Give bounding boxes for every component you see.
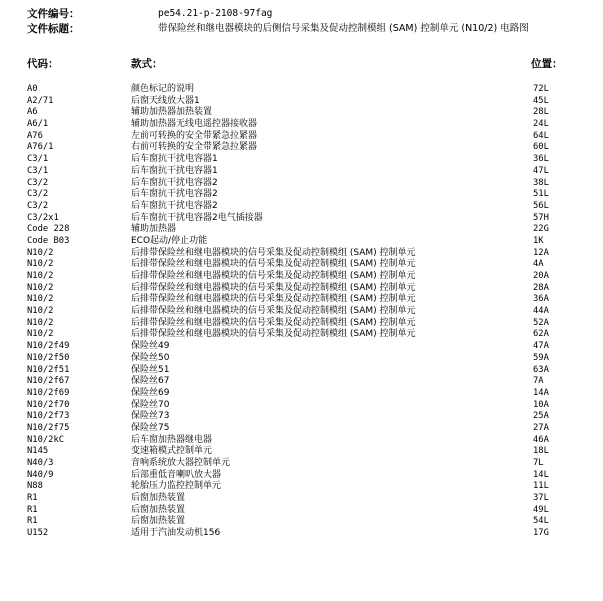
component-position: 27A: [533, 422, 549, 433]
table-row: [0, 178, 603, 190]
table-row: [0, 329, 603, 341]
component-code: N10/2: [27, 247, 54, 258]
table-row: [0, 435, 603, 447]
component-description: 保险丝50: [131, 352, 170, 363]
table-row: [0, 119, 603, 131]
component-code: A76: [27, 130, 43, 141]
component-description: 保险丝67: [131, 376, 170, 387]
table-row: [0, 376, 603, 388]
component-description: 适用于汽油发动机156: [131, 528, 221, 539]
table-row: [0, 516, 603, 528]
component-position: 12A: [533, 247, 549, 258]
component-position: 38L: [533, 177, 549, 188]
component-position: 49L: [533, 504, 549, 515]
component-description: 后排带保险丝和继电器模块的信号采集及促动控制模组 (SAM) 控制单元: [131, 306, 416, 317]
component-position: 25A: [533, 411, 549, 422]
component-position: 59A: [533, 352, 549, 363]
component-description: 辅助加热器无线电遥控器接收器: [131, 119, 258, 130]
component-description: 后车窗抗干扰电容器2: [131, 200, 218, 211]
component-position: 7A: [533, 376, 544, 387]
component-code: N10/2f73: [27, 411, 70, 422]
component-description: ECO起动/停止功能: [131, 235, 208, 246]
component-description: 后窗加热装置: [131, 493, 186, 504]
component-code: N10/2f69: [27, 387, 70, 398]
component-code: C3/1: [27, 165, 49, 176]
component-position: 44A: [533, 306, 549, 317]
component-code: N10/2: [27, 329, 54, 340]
component-position: 37L: [533, 493, 549, 504]
component-code: N10/2f67: [27, 376, 70, 387]
component-position: 22G: [533, 224, 549, 235]
component-description: 后车窗抗干扰电容器2电气插接器: [131, 212, 263, 223]
table-row: [0, 388, 603, 400]
component-position: 36L: [533, 154, 549, 165]
component-code: U152: [27, 528, 49, 539]
component-position: 24L: [533, 119, 549, 130]
component-description: 保险丝73: [131, 411, 170, 422]
component-code: C3/2: [27, 200, 49, 211]
component-code: N10/2: [27, 294, 54, 305]
component-position: 10A: [533, 399, 549, 410]
component-position: 57H: [533, 212, 549, 223]
component-code: A2/71: [27, 95, 54, 106]
component-code: N88: [27, 481, 43, 492]
component-description: 后窗加热装置: [131, 504, 186, 515]
component-description: 后排带保险丝和继电器模块的信号采集及促动控制模组 (SAM) 控制单元: [131, 317, 416, 328]
component-code: N145: [27, 446, 49, 457]
component-description: 保险丝49: [131, 341, 170, 352]
component-code: N10/2f49: [27, 341, 70, 352]
component-position: 47A: [533, 341, 549, 352]
component-position: 36A: [533, 294, 549, 305]
component-code: N10/2f50: [27, 352, 70, 363]
table-row: [0, 318, 603, 330]
component-code: N10/2: [27, 317, 54, 328]
component-description: 后排带保险丝和继电器模块的信号采集及促动控制模组 (SAM) 控制单元: [131, 247, 416, 258]
component-code: N10/2f70: [27, 399, 70, 410]
component-code: N40/3: [27, 458, 54, 468]
table-row: [0, 259, 603, 271]
table-row: [0, 96, 603, 108]
component-position: 64L: [533, 130, 549, 141]
component-description: 保险丝69: [131, 387, 170, 398]
table-row: [0, 236, 603, 248]
component-position: 4A: [533, 259, 544, 270]
component-description: 音响系统放大器控制单元: [131, 458, 231, 468]
component-position: 46A: [533, 434, 549, 445]
table-row: [0, 142, 603, 154]
component-position: 52A: [533, 317, 549, 328]
table-row: [0, 493, 603, 505]
file-title-value: 带保险丝和继电器模块的后侧信号采集及促动控制模组 (SAM) 控制单元 (N10/2) 电路图: [158, 23, 529, 34]
component-position: 20A: [533, 271, 549, 281]
column-header-position: 位置：: [531, 58, 563, 70]
table-row: [0, 353, 603, 365]
component-position: 63A: [533, 364, 549, 375]
component-position: 62A: [533, 329, 549, 340]
component-description: 后窗加热装置: [131, 516, 186, 527]
table-row: [0, 481, 603, 493]
component-code: C3/1: [27, 154, 49, 165]
component-position: 17G: [533, 528, 549, 539]
component-description: 辅助加热器: [131, 224, 177, 235]
component-table: [0, 84, 603, 540]
component-position: 54L: [533, 516, 549, 527]
table-row: [0, 458, 603, 470]
component-position: 45L: [533, 95, 549, 106]
component-code: A0: [27, 84, 38, 94]
component-description: 颜色标记的说明: [131, 84, 195, 94]
component-position: 60L: [533, 142, 549, 153]
table-row: [0, 283, 603, 295]
table-row: [0, 131, 603, 143]
component-description: 后排带保险丝和继电器模块的信号采集及促动控制模组 (SAM) 控制单元: [131, 294, 416, 305]
component-position: 47L: [533, 165, 549, 176]
table-row: [0, 411, 603, 423]
component-position: 28A: [533, 282, 549, 293]
component-position: 11L: [533, 481, 549, 492]
component-description: 后车窗抗干扰电容器2: [131, 189, 218, 200]
component-description: 后排带保险丝和继电器模块的信号采集及促动控制模组 (SAM) 控制单元: [131, 282, 416, 293]
component-code: N10/2f75: [27, 422, 70, 433]
component-code: R1: [27, 516, 38, 527]
table-row: [0, 306, 603, 318]
component-description: 后部重低音喇叭放大器: [131, 469, 222, 480]
component-code: N10/2: [27, 306, 54, 317]
table-row: [0, 107, 603, 119]
component-description: 辅助加热器加热装置: [131, 107, 213, 118]
component-description: 轮胎压力监控控制单元: [131, 481, 222, 492]
component-description: 后车窗抗干扰电容器1: [131, 165, 218, 176]
table-row: [0, 423, 603, 435]
component-description: 后排带保险丝和继电器模块的信号采集及促动控制模组 (SAM) 控制单元: [131, 271, 416, 281]
component-description: 变速箱模式控制单元: [131, 446, 213, 457]
component-description: 后车窗抗干扰电容器2: [131, 177, 218, 188]
table-header: [0, 57, 603, 71]
component-description: 后窗天线放大器1: [131, 95, 200, 106]
table-row: [0, 201, 603, 213]
component-code: C3/2: [27, 177, 49, 188]
component-description: 保险丝75: [131, 422, 170, 433]
component-position: 56L: [533, 200, 549, 211]
component-code: R1: [27, 504, 38, 515]
file-number-label: 文件编号：: [27, 8, 80, 20]
table-row: [0, 154, 603, 166]
column-header-description: 款式：: [131, 58, 163, 70]
component-description: 后排带保险丝和继电器模块的信号采集及促动控制模组 (SAM) 控制单元: [131, 329, 416, 340]
component-position: 1K: [533, 235, 544, 246]
component-position: 14L: [533, 469, 549, 480]
component-position: 72L: [533, 84, 549, 94]
component-code: A6: [27, 107, 38, 118]
component-description: 后车窗抗干扰电容器1: [131, 154, 218, 165]
table-row: [0, 528, 603, 540]
component-position: 7L: [533, 458, 544, 468]
component-description: 保险丝51: [131, 364, 170, 375]
component-code: N10/2kC: [27, 434, 65, 445]
component-code: A6/1: [27, 119, 49, 130]
table-row: [0, 166, 603, 178]
file-number-value: pe54.21-p-2108-97fag: [158, 8, 273, 19]
table-row: [0, 446, 603, 458]
component-code: R1: [27, 493, 38, 504]
table-row: [0, 365, 603, 377]
table-row: [0, 213, 603, 225]
table-row: [0, 189, 603, 201]
component-position: 14A: [533, 387, 549, 398]
component-position: 18L: [533, 446, 549, 457]
component-code: N10/2: [27, 282, 54, 293]
component-position: 51L: [533, 189, 549, 200]
table-row: [0, 294, 603, 306]
component-description: 右前可转换的安全带紧急拉紧器: [131, 142, 258, 153]
table-row: [0, 271, 603, 283]
component-code: Code 228: [27, 224, 70, 235]
table-row: [0, 505, 603, 517]
table-row: [0, 248, 603, 260]
component-code: Code B03: [27, 235, 70, 246]
table-row: [0, 400, 603, 412]
file-title-label: 文件标题：: [27, 23, 80, 35]
table-row: [0, 341, 603, 353]
table-row: [0, 470, 603, 482]
component-position: 28L: [533, 107, 549, 118]
component-description: 保险丝70: [131, 399, 170, 410]
table-row: [0, 84, 603, 96]
component-description: 左前可转换的安全带紧急拉紧器: [131, 130, 258, 141]
component-code: N10/2f51: [27, 364, 70, 375]
component-code: C3/2: [27, 189, 49, 200]
component-description: 后车窗加热器继电器: [131, 434, 213, 445]
column-header-code: 代码：: [27, 58, 59, 70]
component-code: N10/2: [27, 259, 54, 270]
component-code: N40/9: [27, 469, 54, 480]
table-row: [0, 224, 603, 236]
component-code: C3/2x1: [27, 212, 59, 223]
component-code: A76/1: [27, 142, 54, 153]
component-description: 后排带保险丝和继电器模块的信号采集及促动控制模组 (SAM) 控制单元: [131, 259, 416, 270]
component-code: N10/2: [27, 271, 54, 281]
